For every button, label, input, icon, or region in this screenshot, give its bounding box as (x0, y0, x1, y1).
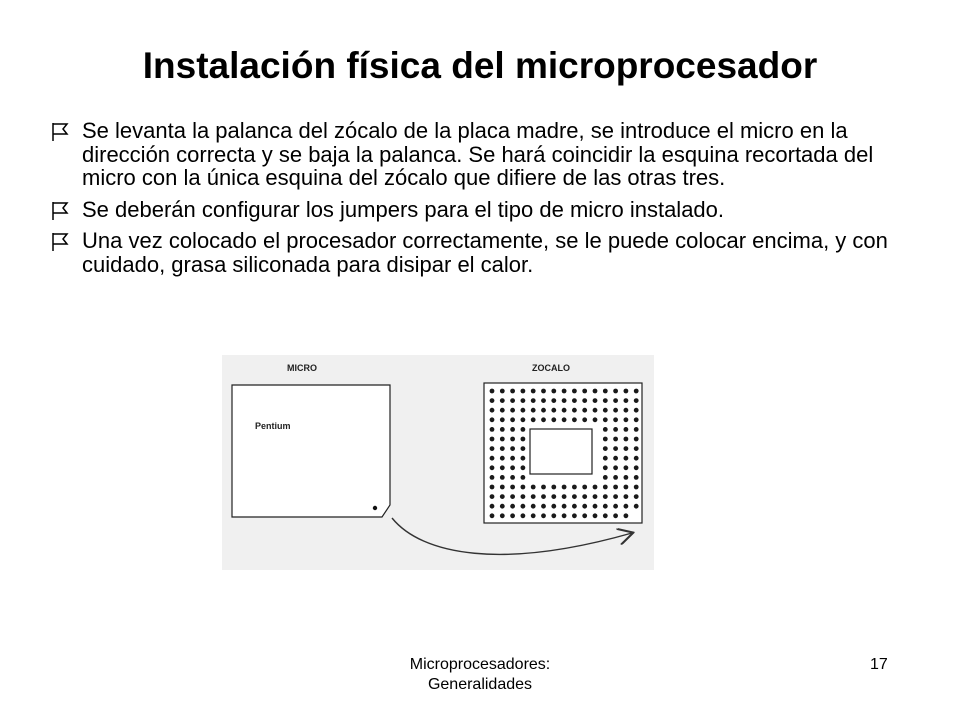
socket-pin (582, 389, 587, 394)
socket-pin (531, 408, 536, 413)
socket-pin (510, 485, 515, 490)
socket-pin (531, 389, 536, 394)
socket-pin (613, 417, 618, 422)
socket-pin (572, 408, 577, 413)
socket-pin (603, 417, 608, 422)
socket-pin (562, 408, 567, 413)
socket-pin (490, 398, 495, 403)
socket-pin (490, 389, 495, 394)
socket-pin (603, 456, 608, 461)
socket-pin (490, 427, 495, 432)
socket-pin (531, 494, 536, 499)
socket-pin (634, 427, 639, 432)
socket-pin (510, 398, 515, 403)
socket-pin (551, 494, 556, 499)
socket-pin (510, 389, 515, 394)
socket-pin (603, 513, 608, 518)
socket-pin (624, 485, 629, 490)
socket-pin (510, 417, 515, 422)
socket-pin (603, 475, 608, 480)
socket-pin (541, 513, 546, 518)
flag-icon (50, 232, 72, 252)
socket-pin (562, 389, 567, 394)
socket-pin (500, 437, 505, 442)
socket-pin (521, 417, 526, 422)
socket-pin (510, 513, 515, 518)
socket-pin (490, 417, 495, 422)
socket-pin (521, 494, 526, 499)
socket-pin (551, 504, 556, 509)
socket-pin (603, 494, 608, 499)
socket-pin (624, 417, 629, 422)
socket-pin (541, 494, 546, 499)
socket-pin (490, 513, 495, 518)
socket-pin (613, 398, 618, 403)
socket-pin (593, 513, 598, 518)
socket-pin (613, 485, 618, 490)
socket-pin (541, 398, 546, 403)
socket-pin (582, 398, 587, 403)
socket-pin (531, 417, 536, 422)
socket-pin (551, 485, 556, 490)
socket-pin (624, 504, 629, 509)
bullet-text: Se levanta la palanca del zócalo de la placa madre, se introduce el micro en la dirección correcta y se baja la palanca. Se hará coincidir la esquina recortada del micro con la única esquina del zócalo que difiere de las otras tres. (82, 118, 874, 190)
socket-pin (541, 417, 546, 422)
socket-pin (500, 456, 505, 461)
socket-pin (490, 456, 495, 461)
socket-pin (510, 446, 515, 451)
socket-pin (490, 465, 495, 470)
socket-pin (521, 389, 526, 394)
slide-title: Instalación física del microprocesador (142, 45, 818, 86)
socket-pin (500, 398, 505, 403)
socket-pin (541, 389, 546, 394)
bullet-text: Se deberán configurar los jumpers para el tipo de micro instalado. (82, 196, 725, 222)
socket-pin (562, 504, 567, 509)
socket-pin (613, 513, 618, 518)
socket-pin (582, 408, 587, 413)
socket-pin (510, 494, 515, 499)
socket-pin (624, 446, 629, 451)
socket-pin (572, 494, 577, 499)
socket-pin (634, 504, 639, 509)
socket-pin (593, 485, 598, 490)
socket-pin (541, 485, 546, 490)
socket-pin (593, 398, 598, 403)
socket-pin (510, 456, 515, 461)
flag-icon (50, 201, 72, 221)
socket-pin (572, 504, 577, 509)
socket-pin (613, 494, 618, 499)
socket-pin (500, 485, 505, 490)
socket-pin (490, 494, 495, 499)
socket-pin (510, 465, 515, 470)
socket-pin (613, 475, 618, 480)
bullet-text: Una vez colocado el procesador correctamente, se le puede colocar encima, y con cuidado, grasa siliconada para disipar el calor. (82, 228, 888, 277)
socket-pin (500, 389, 505, 394)
socket-pin (613, 446, 618, 451)
socket-pin (582, 485, 587, 490)
socket-pin (624, 389, 629, 394)
socket-pin (613, 408, 618, 413)
socket-pin (634, 437, 639, 442)
bullet-item (46, 119, 906, 190)
socket-pin (572, 513, 577, 518)
footer-source: Microprocesadores: Generalidades (409, 656, 551, 693)
bullet-list (46, 119, 906, 284)
socket-pin (562, 485, 567, 490)
socket-pin (490, 408, 495, 413)
socket-pin (521, 485, 526, 490)
socket-pin (562, 513, 567, 518)
socket-pin (521, 408, 526, 413)
socket-pin (490, 504, 495, 509)
socket-pin (500, 417, 505, 422)
socket-pin (490, 437, 495, 442)
socket-pin (551, 417, 556, 422)
socket-pin (634, 398, 639, 403)
socket-pin (490, 475, 495, 480)
socket-pin (531, 513, 536, 518)
socket-pin (624, 465, 629, 470)
socket-pin (634, 389, 639, 394)
socket-pin (531, 504, 536, 509)
socket-pin (521, 398, 526, 403)
socket-pin (562, 494, 567, 499)
socket-pin (603, 389, 608, 394)
socket-pin (593, 494, 598, 499)
socket-pin (500, 475, 505, 480)
socket-pin (603, 427, 608, 432)
socket-pin (624, 408, 629, 413)
socket-pin (572, 485, 577, 490)
socket-pin (531, 398, 536, 403)
socket-pin (582, 513, 587, 518)
socket-pin (603, 485, 608, 490)
pentium-label: Pentium (255, 421, 291, 431)
socket-pin (603, 408, 608, 413)
socket-pin (521, 475, 526, 480)
socket-pin (593, 408, 598, 413)
socket-pin (521, 456, 526, 461)
socket-pin (572, 417, 577, 422)
socket-pin (634, 408, 639, 413)
socket-pin (624, 437, 629, 442)
socket-pin (551, 389, 556, 394)
socket-pin (634, 456, 639, 461)
socket-label: ZOCALO (532, 363, 570, 373)
socket-pin (603, 504, 608, 509)
socket-pin (500, 446, 505, 451)
socket-pin (582, 504, 587, 509)
pin1-marker (373, 506, 377, 510)
bullet-item (46, 229, 906, 276)
socket-pin (582, 417, 587, 422)
processor-socket-figure (222, 355, 654, 570)
socket-pin (562, 417, 567, 422)
socket-pin (613, 465, 618, 470)
socket-pin (593, 389, 598, 394)
socket-pin (603, 398, 608, 403)
socket-pin (593, 504, 598, 509)
socket-pin (551, 408, 556, 413)
socket-pin (490, 446, 495, 451)
socket-pin (541, 504, 546, 509)
bullet-item (46, 198, 906, 222)
socket-cavity (530, 429, 592, 474)
socket-pin (634, 485, 639, 490)
socket-pin (500, 494, 505, 499)
socket-pin (613, 437, 618, 442)
socket-pin (634, 475, 639, 480)
micro-chip (232, 385, 390, 517)
socket-pin (613, 504, 618, 509)
socket-pin (613, 427, 618, 432)
socket-pin (500, 408, 505, 413)
socket-pin (510, 475, 515, 480)
socket-pin (624, 475, 629, 480)
socket-pin (500, 513, 505, 518)
socket-pin (521, 437, 526, 442)
socket-pin (521, 504, 526, 509)
socket-pin (634, 465, 639, 470)
socket-pin (582, 494, 587, 499)
socket-pin (634, 417, 639, 422)
socket-pin (510, 427, 515, 432)
socket-pin (613, 389, 618, 394)
socket-pin (531, 485, 536, 490)
socket-pin (603, 437, 608, 442)
socket-pin (551, 398, 556, 403)
figure-svg (222, 355, 654, 570)
flag-icon (50, 122, 72, 142)
socket-pin (572, 389, 577, 394)
socket-pin (624, 398, 629, 403)
socket-pin (603, 465, 608, 470)
socket-pin (634, 446, 639, 451)
socket-pin (613, 456, 618, 461)
socket-pin (624, 513, 629, 518)
socket-pin (603, 446, 608, 451)
socket-pin (551, 513, 556, 518)
socket-pin (510, 504, 515, 509)
socket-pin (541, 408, 546, 413)
socket-pin (562, 398, 567, 403)
socket-pin (521, 446, 526, 451)
socket-pin (521, 427, 526, 432)
socket-pin (624, 494, 629, 499)
socket-pin (521, 465, 526, 470)
socket-pin (593, 417, 598, 422)
socket-pin (634, 494, 639, 499)
socket-pin (490, 485, 495, 490)
page-number: 17 (870, 656, 888, 673)
socket-pin (500, 465, 505, 470)
socket-pin (510, 408, 515, 413)
socket-pin (624, 456, 629, 461)
micro-label: MICRO (287, 363, 317, 373)
socket-pin (572, 398, 577, 403)
socket-pin (500, 427, 505, 432)
socket-pin (521, 513, 526, 518)
socket-pin (500, 504, 505, 509)
socket-pin (624, 427, 629, 432)
socket-pin (510, 437, 515, 442)
